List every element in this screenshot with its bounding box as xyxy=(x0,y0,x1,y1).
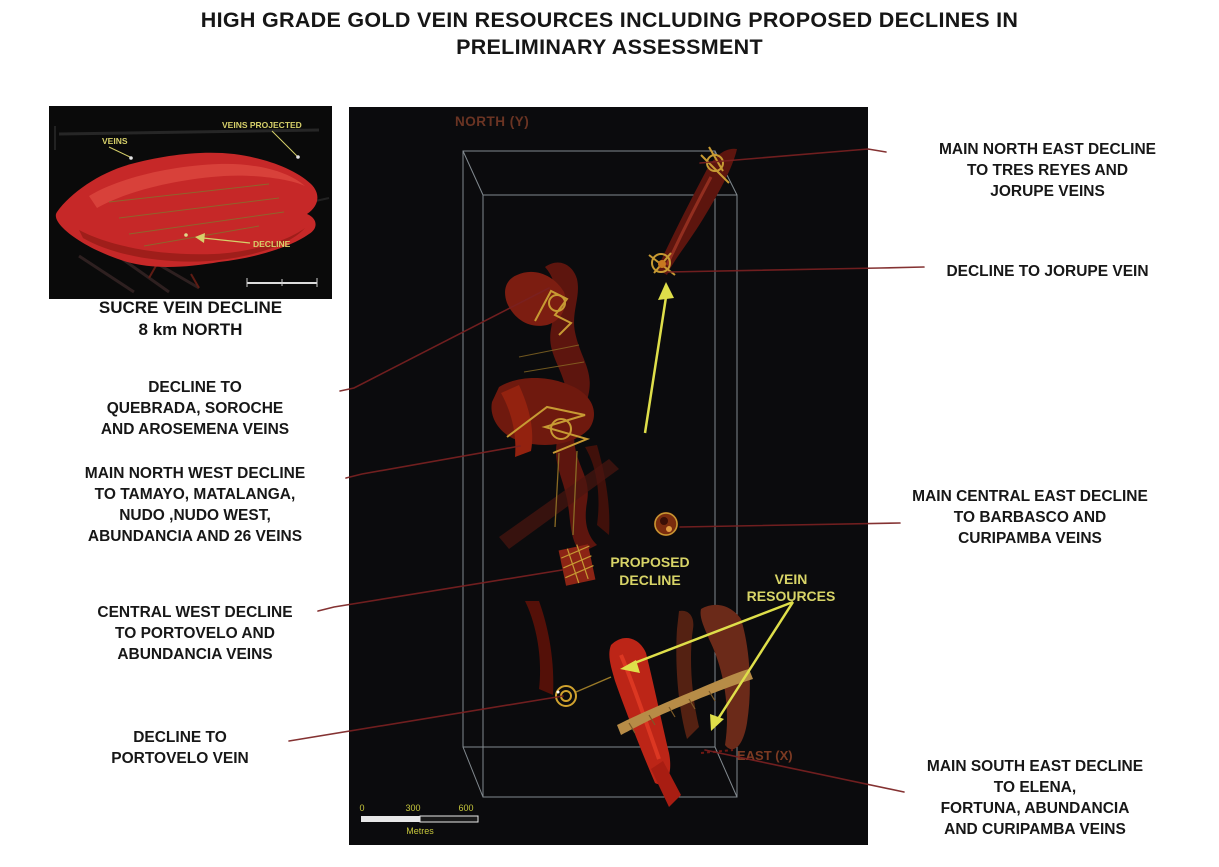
inset-frame-line xyxy=(59,130,319,134)
decline-barbasco-core xyxy=(660,517,668,525)
inset-caption-line1: SUCRE VEIN DECLINE xyxy=(98,298,283,317)
inset-veins-projected-label: VEINS PROJECTED xyxy=(222,120,302,130)
callout-line: MAIN CENTRAL EAST DECLINE xyxy=(912,488,1148,505)
vein-north-east-highlight xyxy=(667,177,711,265)
figure-title xyxy=(0,7,1219,61)
scale-bar-segment1 xyxy=(361,816,420,822)
callout-portovelo xyxy=(45,727,315,769)
inset-veins-projected-leader xyxy=(272,131,297,156)
callout-line: MAIN NORTH WEST DECLINE xyxy=(84,465,306,482)
inset-caption-line2: 8 km NORTH xyxy=(138,320,243,339)
decline-portovelo-spiral xyxy=(556,686,576,706)
callout-line: QUEBRADA, SOROCHE xyxy=(106,400,284,417)
decline-portovelo-dot xyxy=(557,691,560,694)
inset-veins-projected-dot xyxy=(296,155,300,159)
callout-main-north-east xyxy=(885,139,1210,202)
callout-line: AND AROSEMENA VEINS xyxy=(100,421,290,438)
vein-south-maroon-left xyxy=(525,601,553,695)
scale-tick-600: 600 xyxy=(458,803,474,813)
decline-barbasco-spot xyxy=(666,526,672,532)
decline-portovelo-link xyxy=(576,677,611,692)
callout-line: ABUNDANCIA VEINS xyxy=(117,646,273,663)
callout-line: CURIPAMBA VEINS xyxy=(958,530,1102,547)
callout-main-central-east xyxy=(870,486,1190,549)
scale-tick-300: 300 xyxy=(405,803,421,813)
vein-resources-label-line2: RESOURCES xyxy=(746,588,836,604)
callout-central-west xyxy=(45,602,345,665)
inset-decline-dot xyxy=(184,233,188,237)
east-axis-label: EAST (X) xyxy=(737,748,793,763)
callout-line: MAIN NORTH EAST DECLINE xyxy=(939,141,1156,158)
callout-main-north-west xyxy=(45,463,345,547)
main-3d-graphic xyxy=(349,107,868,845)
callout-line: TO TAMAYO, MATALANGA, xyxy=(94,486,296,503)
proposed-decline-arrow-icon xyxy=(645,282,674,433)
callout-jorupe xyxy=(885,261,1210,282)
callout-line: DECLINE TO JORUPE VEIN xyxy=(946,263,1149,280)
scale-bar-segment2 xyxy=(420,816,478,822)
inset-veins-dot xyxy=(129,156,133,160)
callout-line: DECLINE TO xyxy=(133,729,227,746)
figure-title-line2: PRELIMINARY ASSESSMENT xyxy=(456,35,763,59)
north-axis-label: NORTH (Y) xyxy=(455,114,530,129)
callout-line: ABUNDANCIA AND 26 VEINS xyxy=(87,528,303,545)
inset-veins-leader xyxy=(109,147,130,157)
inset-graphic xyxy=(49,106,332,299)
proposed-decline-label-line2: DECLINE xyxy=(619,572,681,588)
callout-line: TO TRES REYES AND xyxy=(966,162,1129,179)
scale-tick-0: 0 xyxy=(359,803,365,813)
callout-line: CENTRAL WEST DECLINE xyxy=(97,604,293,621)
main-3d-panel xyxy=(349,107,868,845)
proposed-decline-label-line1: PROPOSED xyxy=(610,554,690,570)
callout-line: FORTUNA, ABUNDANCIA xyxy=(940,800,1130,817)
callout-line: MAIN SOUTH EAST DECLINE xyxy=(926,758,1144,775)
callout-main-south-east xyxy=(875,756,1195,840)
inset-veins-label: VEINS xyxy=(102,136,128,146)
decline-central-west-structure xyxy=(558,542,596,586)
callout-line: NUDO ,NUDO WEST, xyxy=(119,507,271,524)
callout-line: TO PORTOVELO AND xyxy=(115,625,275,642)
scale-bar xyxy=(359,803,478,836)
scale-unit-label: Metres xyxy=(406,826,434,836)
vein-south-red-tail xyxy=(651,761,681,807)
vein-south-brown-left xyxy=(676,611,699,739)
inset-panel xyxy=(49,106,332,299)
inset-caption xyxy=(49,297,332,341)
callout-line: TO ELENA, xyxy=(993,779,1077,796)
vein-resources-label-line1: VEIN xyxy=(774,571,808,587)
figure-title-line1: HIGH GRADE GOLD VEIN RESOURCES INCLUDING PROPOSED DECLINES IN xyxy=(200,8,1019,32)
inset-decline-label: DECLINE xyxy=(253,239,291,249)
callout-line: JORUPE VEINS xyxy=(990,183,1105,200)
decline-jorupe-portal xyxy=(658,260,666,268)
callout-line: AND CURIPAMBA VEINS xyxy=(944,821,1126,838)
callout-line: PORTOVELO VEIN xyxy=(111,750,249,767)
callout-line: TO BARBASCO AND xyxy=(953,509,1107,526)
callout-quebrada xyxy=(60,377,330,440)
callout-line: DECLINE TO xyxy=(148,379,242,396)
